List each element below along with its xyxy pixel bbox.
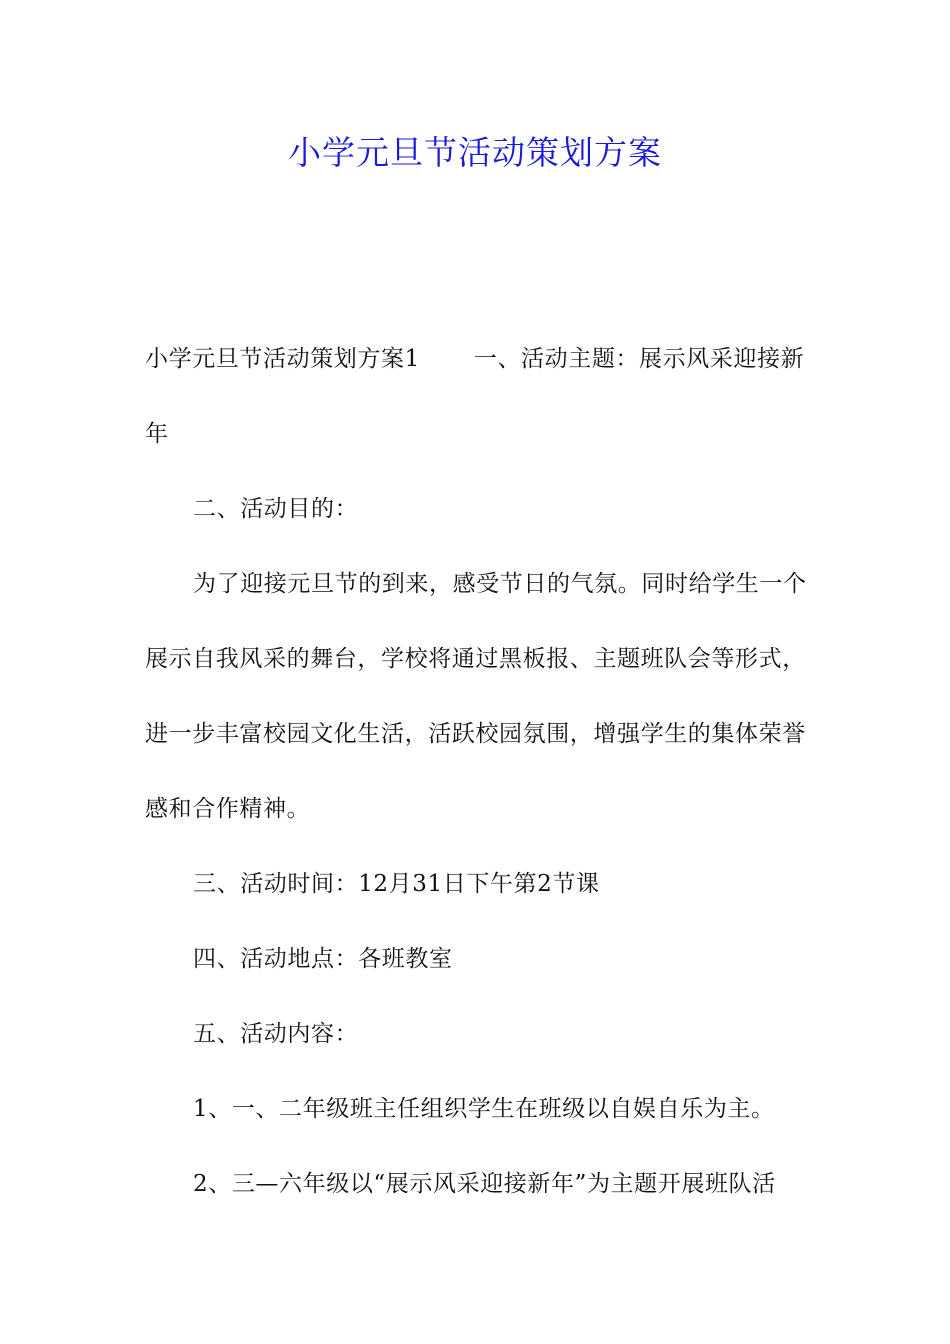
section-heading: 小学元旦节活动策划方案1	[145, 346, 420, 372]
activity-theme: 一、活动主题：展示风采迎接新年	[145, 346, 805, 447]
paragraph-heading-theme	[145, 322, 807, 472]
activity-purpose-heading: 二、活动目的：	[193, 496, 359, 522]
activity-time: 三、活动时间：12月31日下午第2节课	[193, 871, 600, 897]
activity-content-heading: 五、活动内容：	[193, 1021, 359, 1047]
document-body	[145, 322, 807, 1222]
activity-content-item-1: 1、一、二年级班主任组织学生在班级以自娱自乐为主。	[193, 1096, 775, 1122]
activity-content-item-2: 2、三—六年级以“展示风采迎接新年”为主题开展班队活	[193, 1171, 776, 1197]
activity-location: 四、活动地点：各班教室	[193, 946, 453, 972]
document-title: 小学元旦节活动策划方案	[288, 133, 662, 172]
activity-purpose-text: 为了迎接元旦节的到来，感受节日的气氛。同时给学生一个展示自我风采的舞台，学校将通过黑板报、主题班队会等形式，进一步丰富校园文化生活，活跃校园氛围，增强学生的集体荣誉感和合作精神。	[145, 571, 807, 822]
